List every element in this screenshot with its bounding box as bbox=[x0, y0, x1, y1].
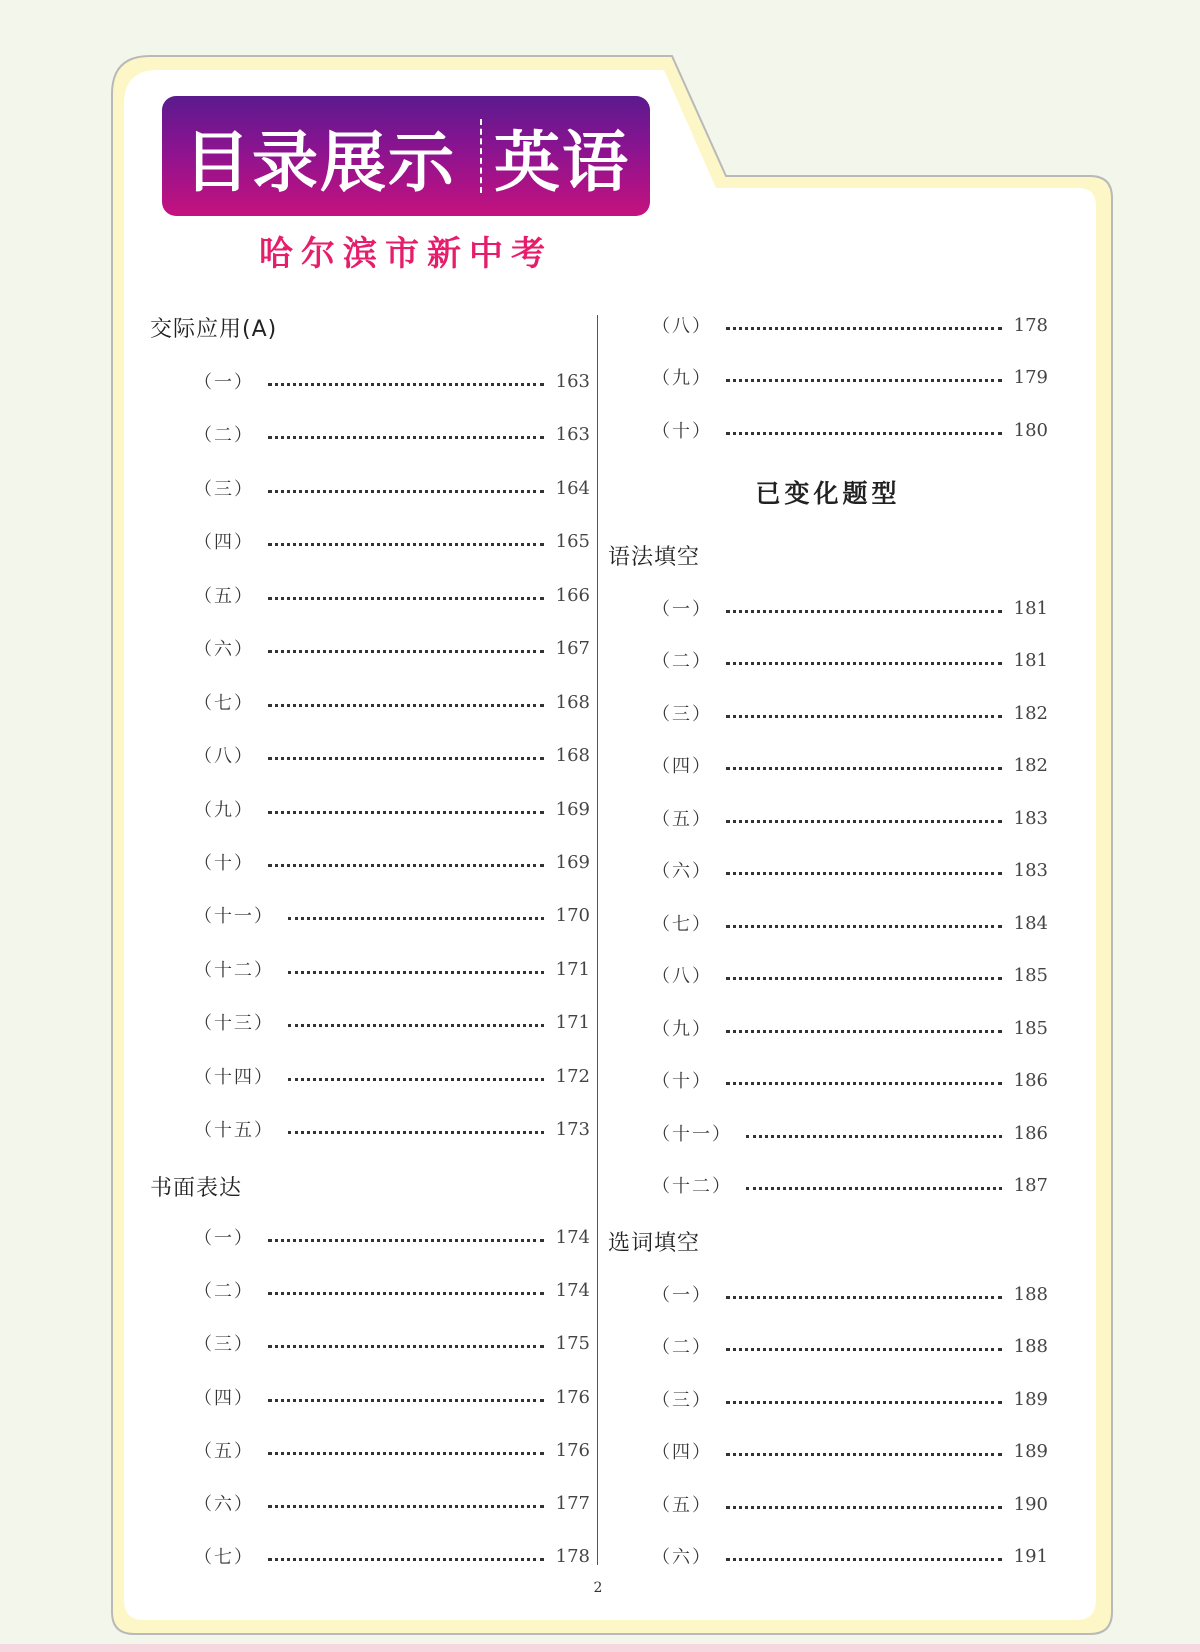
leader-dots bbox=[268, 1341, 544, 1348]
leader-dots bbox=[726, 428, 1002, 435]
toc-entry[interactable] bbox=[194, 1223, 590, 1251]
leader-dots bbox=[726, 606, 1002, 613]
toc-entry-label: （八） bbox=[652, 966, 712, 987]
toc-entry-page: 187 bbox=[1013, 1174, 1048, 1196]
leader-dots bbox=[726, 375, 1002, 382]
leader-dots bbox=[268, 1554, 544, 1561]
toc-entry-label: （十二） bbox=[652, 1176, 732, 1197]
toc-entry-label: （三） bbox=[194, 1334, 254, 1355]
toc-entry-label: （一） bbox=[194, 372, 254, 393]
toc-entry[interactable] bbox=[194, 367, 590, 395]
toc-entry[interactable] bbox=[194, 1542, 590, 1570]
toc-entry-label: （十五） bbox=[194, 1120, 274, 1141]
toc-entry-label: （二） bbox=[652, 651, 712, 672]
page-number: 2 bbox=[593, 1580, 603, 1596]
toc-entry[interactable] bbox=[652, 751, 1048, 779]
toc-entry[interactable] bbox=[194, 634, 590, 662]
toc-entry-label: （六） bbox=[194, 639, 254, 660]
leader-dots bbox=[726, 921, 1002, 928]
leader-dots bbox=[288, 1074, 544, 1081]
leader-dots bbox=[726, 1078, 1002, 1085]
toc-entry[interactable] bbox=[194, 1115, 590, 1143]
toc-entry-page: 176 bbox=[555, 1439, 590, 1461]
toc-entry-page: 178 bbox=[1013, 314, 1048, 336]
leader-dots bbox=[268, 1288, 544, 1295]
toc-entry[interactable] bbox=[194, 688, 590, 716]
toc-entry-label: （二） bbox=[652, 1337, 712, 1358]
toc-entry-label: （七） bbox=[194, 1547, 254, 1568]
toc-entry-page: 182 bbox=[1013, 702, 1048, 724]
toc-entry[interactable] bbox=[652, 311, 1048, 339]
leader-dots bbox=[268, 700, 544, 707]
toc-entry[interactable] bbox=[652, 1280, 1048, 1308]
toc-entry-page: 182 bbox=[1013, 754, 1048, 776]
leader-dots bbox=[726, 763, 1002, 770]
section-title-shumian: 书面表达 bbox=[150, 1176, 243, 1201]
toc-entry-label: （九） bbox=[194, 800, 254, 821]
toc-entry-label: （八） bbox=[652, 316, 712, 337]
toc-entry-page: 171 bbox=[555, 1011, 590, 1033]
toc-entry-label: （四） bbox=[652, 756, 712, 777]
toc-entry-page: 181 bbox=[1013, 597, 1048, 619]
toc-entry-label: （五） bbox=[194, 586, 254, 607]
leader-dots bbox=[268, 860, 544, 867]
leader-dots bbox=[726, 323, 1002, 330]
toc-entry-label: （十四） bbox=[194, 1067, 274, 1088]
toc-entry-label: （十） bbox=[652, 1071, 712, 1092]
toc-entry-label: （九） bbox=[652, 1019, 712, 1040]
toc-entry[interactable] bbox=[652, 1332, 1048, 1360]
toc-entry-label: （四） bbox=[194, 1388, 254, 1409]
leader-dots bbox=[268, 432, 544, 439]
toc-entry[interactable] bbox=[194, 1276, 590, 1304]
toc-entry-page: 169 bbox=[555, 798, 590, 820]
toc-entry[interactable] bbox=[194, 527, 590, 555]
toc-entry-label: （五） bbox=[194, 1441, 254, 1462]
toc-entry-page: 181 bbox=[1013, 649, 1048, 671]
leader-dots bbox=[268, 646, 544, 653]
toc-entry-page: 167 bbox=[555, 637, 590, 659]
toc-entry-page: 183 bbox=[1013, 859, 1048, 881]
toc-entry[interactable] bbox=[652, 1385, 1048, 1413]
toc-entry[interactable] bbox=[194, 848, 590, 876]
toc-entry-label: （五） bbox=[652, 1495, 712, 1516]
toc-entry[interactable] bbox=[652, 416, 1048, 444]
toc-entry-page: 164 bbox=[555, 477, 590, 499]
toc-entry-page: 177 bbox=[555, 1492, 590, 1514]
leader-dots bbox=[726, 816, 1002, 823]
toc-entry-page: 175 bbox=[555, 1332, 590, 1354]
toc-entry-page: 184 bbox=[1013, 912, 1048, 934]
toc-entry-label: （十一） bbox=[194, 906, 274, 927]
leader-dots bbox=[726, 1292, 1002, 1299]
subject-title: 英语 bbox=[494, 123, 630, 201]
section-heading-changed-types: 已变化题型 bbox=[755, 479, 901, 508]
leader-dots bbox=[268, 593, 544, 600]
toc-entry[interactable] bbox=[652, 1437, 1048, 1465]
leader-dots bbox=[268, 1235, 544, 1242]
section-title-xuanci: 选词填空 bbox=[608, 1231, 701, 1256]
banner-divider bbox=[480, 119, 482, 193]
toc-entry[interactable] bbox=[194, 474, 590, 502]
toc-entry-page: 173 bbox=[555, 1118, 590, 1140]
toc-entry-label: （三） bbox=[652, 704, 712, 725]
toc-entry[interactable] bbox=[194, 1489, 590, 1517]
leader-dots bbox=[288, 1127, 544, 1134]
toc-entry[interactable] bbox=[194, 420, 590, 448]
toc-entry-page: 168 bbox=[555, 744, 590, 766]
page-title: 目录展示 bbox=[184, 123, 456, 201]
toc-entry-label: （十一） bbox=[652, 1124, 732, 1145]
toc-entry-label: （十） bbox=[194, 853, 254, 874]
toc-entry[interactable] bbox=[194, 901, 590, 929]
toc-entry[interactable] bbox=[652, 961, 1048, 989]
leader-dots bbox=[726, 1449, 1002, 1456]
toc-entry-label: （九） bbox=[652, 368, 712, 389]
section-title-yufa: 语法填空 bbox=[608, 545, 701, 570]
toc-entry-label: （三） bbox=[194, 479, 254, 500]
toc-entry[interactable] bbox=[194, 581, 590, 609]
toc-entry[interactable] bbox=[652, 804, 1048, 832]
toc-entry-page: 183 bbox=[1013, 807, 1048, 829]
toc-entry-label: （七） bbox=[194, 693, 254, 714]
toc-entry-page: 186 bbox=[1013, 1122, 1048, 1144]
toc-entry-page: 186 bbox=[1013, 1069, 1048, 1091]
toc-entry-label: （八） bbox=[194, 746, 254, 767]
leader-dots bbox=[268, 1501, 544, 1508]
leader-dots bbox=[268, 486, 544, 493]
toc-entry[interactable] bbox=[194, 1383, 590, 1411]
leader-dots bbox=[268, 1448, 544, 1455]
toc-entry-page: 168 bbox=[555, 691, 590, 713]
toc-entry-page: 163 bbox=[555, 370, 590, 392]
leader-dots bbox=[726, 868, 1002, 875]
toc-entry[interactable] bbox=[194, 1329, 590, 1357]
toc-entry[interactable] bbox=[194, 741, 590, 769]
toc-entry-label: （七） bbox=[652, 914, 712, 935]
leader-dots bbox=[288, 913, 544, 920]
toc-entry[interactable] bbox=[652, 909, 1048, 937]
toc-entry-page: 180 bbox=[1013, 419, 1048, 441]
leader-dots bbox=[746, 1131, 1002, 1138]
leader-dots bbox=[268, 539, 544, 546]
bottom-strip bbox=[0, 1644, 1200, 1652]
leader-dots bbox=[268, 1395, 544, 1402]
toc-entry-page: 191 bbox=[1013, 1545, 1048, 1567]
toc-entry-page: 172 bbox=[555, 1065, 590, 1087]
toc-entry[interactable] bbox=[652, 1119, 1048, 1147]
leader-dots bbox=[726, 1344, 1002, 1351]
toc-entry-page: 178 bbox=[555, 1545, 590, 1567]
leader-dots bbox=[288, 967, 544, 974]
toc-entry[interactable] bbox=[194, 1008, 590, 1036]
toc-entry-label: （一） bbox=[652, 599, 712, 620]
toc-entry[interactable] bbox=[194, 1436, 590, 1464]
toc-entry-label: （十三） bbox=[194, 1013, 274, 1034]
toc-entry-label: （五） bbox=[652, 809, 712, 830]
toc-entry-label: （二） bbox=[194, 1281, 254, 1302]
leader-dots bbox=[268, 753, 544, 760]
toc-entry-page: 170 bbox=[555, 904, 590, 926]
toc-entry-label: （一） bbox=[194, 1228, 254, 1249]
toc-entry[interactable] bbox=[652, 646, 1048, 674]
toc-entry-label: （一） bbox=[652, 1285, 712, 1306]
toc-entry-label: （四） bbox=[194, 532, 254, 553]
leader-dots bbox=[726, 1397, 1002, 1404]
toc-entry[interactable] bbox=[194, 795, 590, 823]
column-divider bbox=[597, 315, 598, 1565]
toc-entry-label: （六） bbox=[652, 861, 712, 882]
toc-entry[interactable] bbox=[652, 594, 1048, 622]
leader-dots bbox=[726, 711, 1002, 718]
toc-entry-page: 165 bbox=[555, 530, 590, 552]
toc-entry[interactable] bbox=[194, 955, 590, 983]
leader-dots bbox=[726, 658, 1002, 665]
toc-entry[interactable] bbox=[652, 856, 1048, 884]
leader-dots bbox=[746, 1183, 1002, 1190]
toc-entry[interactable] bbox=[652, 1542, 1048, 1570]
toc-entry-page: 185 bbox=[1013, 964, 1048, 986]
header-banner bbox=[162, 96, 650, 216]
toc-entry-label: （六） bbox=[194, 1494, 254, 1515]
toc-entry[interactable] bbox=[652, 1490, 1048, 1518]
section-title-jiaoji: 交际应用(A) bbox=[150, 317, 278, 342]
toc-entry-label: （六） bbox=[652, 1547, 712, 1568]
leader-dots bbox=[726, 1502, 1002, 1509]
leader-dots bbox=[268, 807, 544, 814]
toc-entry-label: （四） bbox=[652, 1442, 712, 1463]
toc-entry-page: 185 bbox=[1013, 1017, 1048, 1039]
toc-entry-label: （三） bbox=[652, 1390, 712, 1411]
toc-entry[interactable] bbox=[194, 1062, 590, 1090]
leader-dots bbox=[288, 1020, 544, 1027]
leader-dots bbox=[726, 973, 1002, 980]
leader-dots bbox=[726, 1026, 1002, 1033]
book-name: 哈尔滨市新中考 bbox=[259, 234, 553, 274]
toc-entry-page: 169 bbox=[555, 851, 590, 873]
leader-dots bbox=[268, 379, 544, 386]
toc-entry-page: 189 bbox=[1013, 1388, 1048, 1410]
toc-entry-label: （十） bbox=[652, 421, 712, 442]
toc-entry-page: 190 bbox=[1013, 1493, 1048, 1515]
toc-entry-page: 188 bbox=[1013, 1283, 1048, 1305]
toc-entry-page: 174 bbox=[555, 1226, 590, 1248]
toc-entry-page: 179 bbox=[1013, 366, 1048, 388]
toc-entry[interactable] bbox=[652, 699, 1048, 727]
toc-entry-page: 171 bbox=[555, 958, 590, 980]
toc-entry-page: 163 bbox=[555, 423, 590, 445]
toc-entry[interactable] bbox=[652, 1066, 1048, 1094]
toc-entry-page: 189 bbox=[1013, 1440, 1048, 1462]
leader-dots bbox=[726, 1554, 1002, 1561]
toc-entry-label: （二） bbox=[194, 425, 254, 446]
toc-entry-page: 166 bbox=[555, 584, 590, 606]
toc-entry-label: （十二） bbox=[194, 960, 274, 981]
toc-entry-page: 188 bbox=[1013, 1335, 1048, 1357]
toc-entry[interactable] bbox=[652, 1171, 1048, 1199]
toc-entry-page: 174 bbox=[555, 1279, 590, 1301]
toc-entry[interactable] bbox=[652, 363, 1048, 391]
toc-entry-page: 176 bbox=[555, 1386, 590, 1408]
toc-entry[interactable] bbox=[652, 1014, 1048, 1042]
